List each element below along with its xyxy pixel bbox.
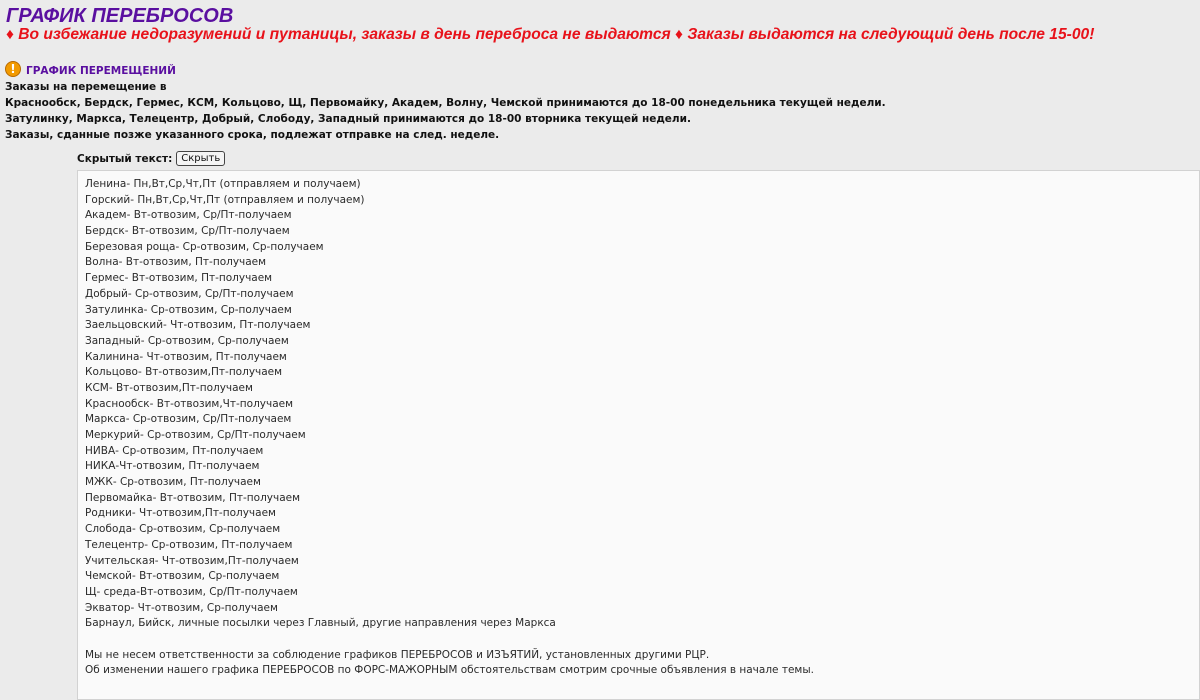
schedule-row: Учительская- Чт-отвозим,Пт-получаем: [85, 554, 299, 567]
info-block: [5, 79, 886, 143]
schedule-row: НИВА- Ср-отвозим, Пт-получаем: [85, 444, 264, 457]
schedule-row: Телецентр- Ср-отвозим, Пт-получаем: [85, 538, 293, 551]
schedule-row: МЖК- Ср-отвозим, Пт-получаем: [85, 476, 261, 489]
schedule-row: Краснообск- Вт-отвозим,Чт-получаем: [85, 397, 294, 410]
schedule-row: Заельцовский- Чт-отвозим, Пт-получаем: [85, 319, 311, 332]
schedule-row: Академ- Вт-отвозим, Ср/Пт-получаем: [85, 209, 292, 222]
schedule-row: Экватор- Чт-отвозим, Ср-получаем: [85, 601, 278, 614]
schedule-row: Первомайка- Вт-отвозим, Пт-получаем: [85, 491, 301, 504]
footer-note: Об изменении нашего графика ПЕРЕБРОСОВ по ФОРС-МАЖОРНЫМ обстоятельствам смотрим срочные объявления в начале темы.: [85, 664, 814, 677]
schedule-row: Слобода- Ср-отвозим, Ср-получаем: [85, 523, 281, 536]
footer-note: Мы не несем ответственности за соблюдение графиков ПЕРЕБРОСОВ и ИЗЪЯТИЙ, установленных другими РЦР.: [85, 648, 710, 661]
spacer: [85, 632, 1199, 648]
schedule-row: Волна- Вт-отвозим, Пт-получаем: [85, 256, 267, 269]
schedule-list: [85, 177, 1199, 632]
schedule-row: Маркса- Ср-отвозим, Ср/Пт-получаем: [85, 413, 292, 426]
info-line: Краснообск, Бердск, Гермес, КСМ, Кольцово, Щ, Первомайку, Академ, Волну, Чемской принимаются до 18-00 понедельника текущей недели.: [5, 97, 886, 109]
schedule-row: Гермес- Вт-отвозим, Пт-получаем: [85, 272, 273, 285]
schedule-row: Западный- Ср-отвозим, Ср-получаем: [85, 334, 289, 347]
schedule-row: Чемской- Вт-отвозим, Ср-получаем: [85, 570, 280, 583]
schedule-row: Добрый- Ср-отвозим, Ср/Пт-получаем: [85, 287, 294, 300]
schedule-row: КСМ- Вт-отвозим,Пт-получаем: [85, 381, 253, 394]
schedule-row: Калинина- Чт-отвозим, Пт-получаем: [85, 350, 287, 363]
schedule-row: Кольцово- Вт-отвозим,Пт-получаем: [85, 366, 283, 379]
spoiler-content: [77, 170, 1200, 700]
hide-button[interactable]: Скрыть: [176, 151, 225, 166]
schedule-row: Затулинка- Ср-отвозим, Ср-получаем: [85, 303, 292, 316]
schedule-row: Меркурий- Ср-отвозим, Ср/Пт-получаем: [85, 429, 306, 441]
footer-notes: [85, 648, 1199, 679]
spoiler-header: [77, 151, 225, 166]
spoiler-label: Скрытый текст:: [77, 152, 173, 165]
section-header: [5, 61, 176, 77]
schedule-row: НИКА-Чт-отвозим, Пт-получаем: [85, 460, 260, 473]
schedule-row: Ленина- Пн,Вт,Ср,Чт,Пт (отправляем и получаем): [85, 178, 361, 190]
schedule-row: Щ- среда-Вт-отвозим, Ср/Пт-получаем: [85, 585, 298, 598]
schedule-row: Барнаул, Бийск, личные посылки через Главный, другие направления через Маркса: [85, 617, 556, 630]
warning-notice: ♦ Во избежание недоразумений и путаницы, заказы в день переброса не выдаются ♦ Заказы выдаются на следующий день после 15-00!: [6, 26, 1095, 43]
section-title: ГРАФИК ПЕРЕМЕЩЕНИЙ: [26, 65, 176, 77]
schedule-row: Горский- Пн,Вт,Ср,Чт,Пт (отправляем и получаем): [85, 193, 365, 206]
schedule-row: Березовая роща- Ср-отвозим, Ср-получаем: [85, 240, 324, 253]
schedule-row: Родники- Чт-отвозим,Пт-получаем: [85, 507, 276, 520]
page-title: ГРАФИК ПЕРЕБРОСОВ: [6, 5, 234, 27]
info-line: Заказы на перемещение в: [5, 81, 167, 93]
info-line: Заказы, сданные позже указанного срока, подлежат отправке на след. неделе.: [5, 129, 500, 141]
schedule-row: Бердск- Вт-отвозим, Ср/Пт-получаем: [85, 225, 290, 238]
warning-icon: !: [5, 61, 21, 77]
info-line: Затулинку, Маркса, Телецентр, Добрый, Слободу, Западный принимаются до 18-00 вторника текущей недели.: [5, 113, 691, 125]
